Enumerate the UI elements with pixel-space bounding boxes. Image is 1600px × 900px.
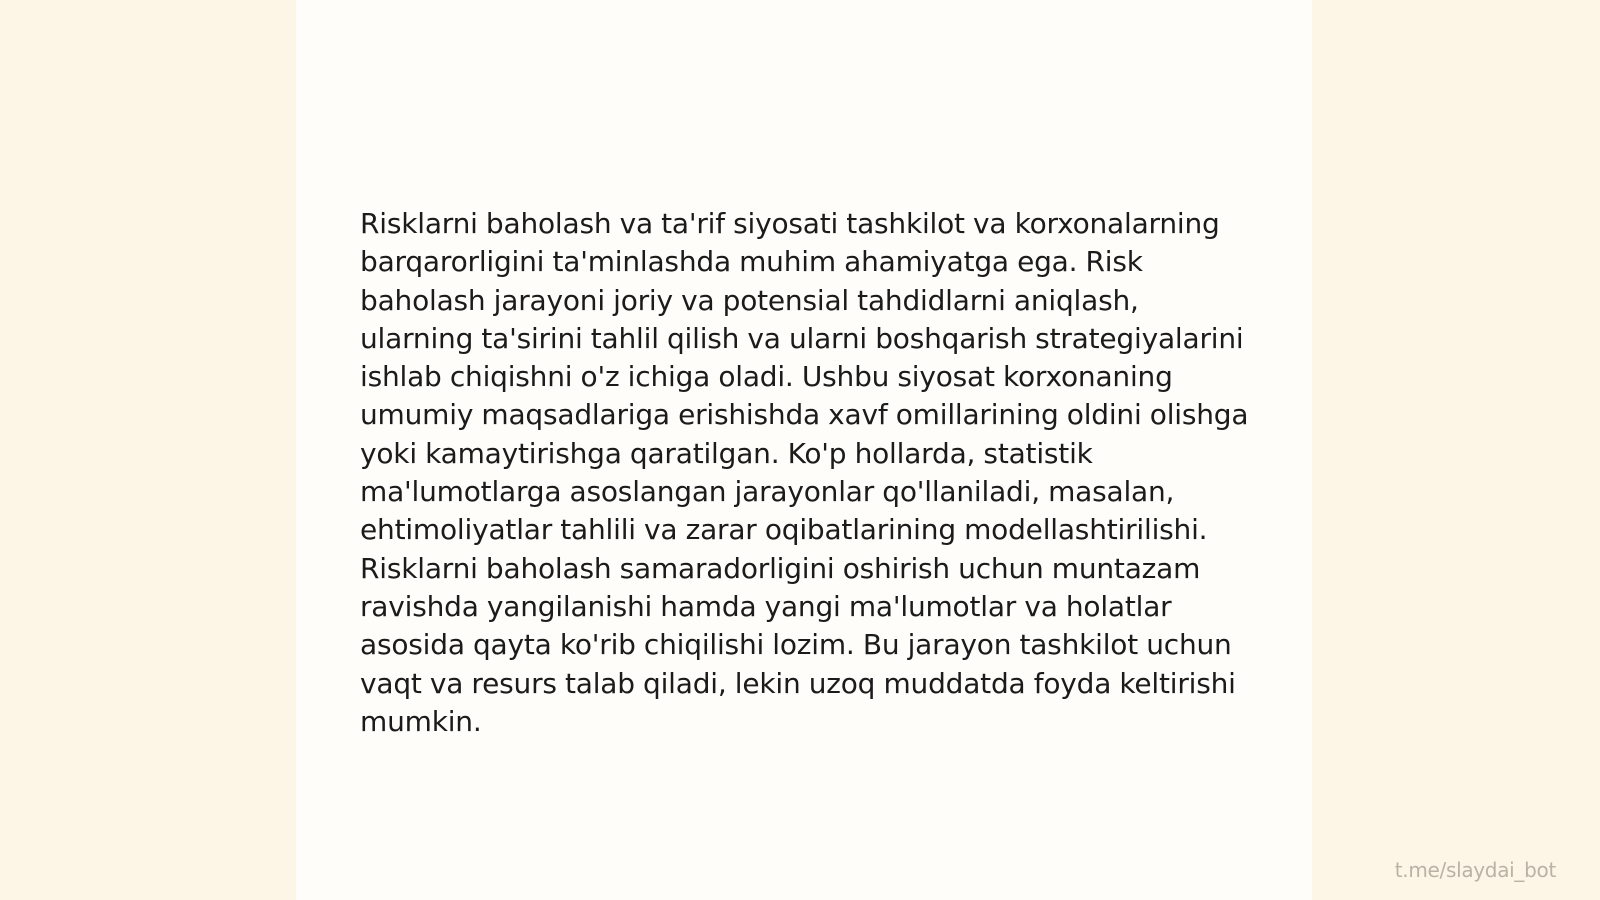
- slide-body-text: Risklarni baholash va ta'rif siyosati tashkilot va korxonalarning barqarorligini ta'minlashda muhim ahamiyatga ega. Risk baholash jarayoni joriy va potensial tahdidlarni aniqlash, ularning ta'sirini tahlil qilish va ularni boshqarish strategiyalarini ishlab chiqishni o'z ichiga oladi. Ushbu siyosat korxonaning umumiy maqsadlariga erishishda xavf omillarining oldini olishga yoki kamaytirishga qaratilgan. Ko'p hollarda, statistik ma'lumotlarga asoslangan jarayonlar qo'llaniladi, masalan, ehtimoliyatlar tahlili va zarar oqibatlarining modellashtirilishi. Risklarni baholash samaradorligini oshirish uchun muntazam ravishda yangilanishi hamda yangi ma'lumotlar va holatlar asosida qayta ko'rib chiqilishi lozim. Bu jarayon tashkilot uchun vaqt va resurs talab qiladi, lekin uzoq muddatda foyda keltirishi mumkin.: [360, 207, 1249, 738]
- left-margin-panel: [0, 0, 296, 900]
- watermark-text: t.me/slaydai_bot: [1394, 858, 1556, 882]
- right-margin-panel: [1312, 0, 1600, 900]
- slide-page: [296, 0, 1312, 900]
